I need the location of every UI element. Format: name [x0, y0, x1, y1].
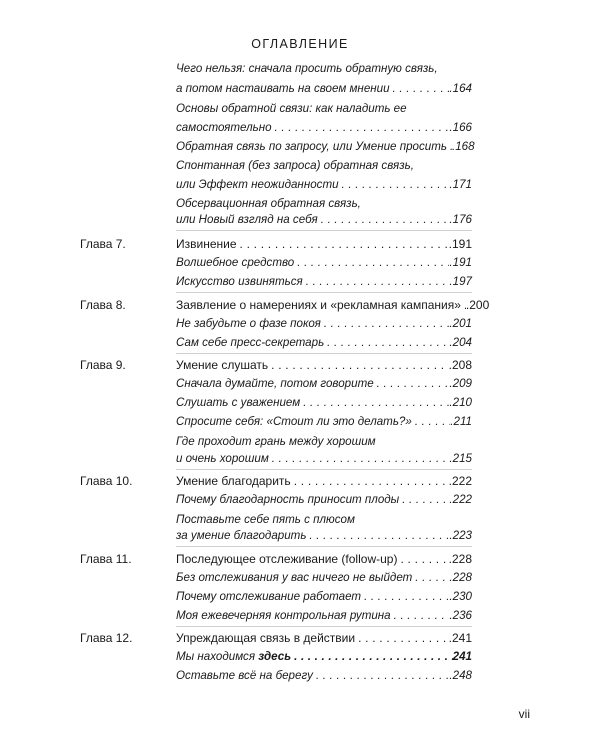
chapter-label: Глава 11. — [80, 552, 132, 566]
toc-entry-line: Основы обратной связи: как наладить ее — [176, 102, 407, 115]
page-number: .208 — [448, 358, 472, 372]
toc-entry[interactable]: Обратная связь по запросу, или Умение просить . . . .168 — [176, 139, 472, 155]
toc-entry[interactable]: Почему отслеживание работает . . . .230 — [176, 589, 472, 605]
toc-entry[interactable]: или Новый взгляд на себя . . . .176 — [176, 212, 472, 228]
leader-dots — [355, 630, 449, 646]
chapter-entry[interactable]: Упреждающая связь в действии . . . .241 — [176, 630, 472, 646]
toc-entry[interactable]: Спросите себя: «Стоит ли это делать?» . . . .211 — [176, 414, 472, 430]
leader-dots — [294, 255, 449, 271]
leader-dots — [269, 451, 450, 467]
leader-dots — [237, 236, 449, 252]
page-number: .215 — [449, 452, 472, 465]
divider — [176, 353, 472, 354]
chapter-entry[interactable]: Заявление о намерениях и «рекламная кампания» . . . .200 — [176, 297, 472, 313]
toc-entry[interactable]: Сначала думайте, потом говорите . . . .209 — [176, 376, 472, 392]
page-number: .171 — [449, 178, 472, 191]
leader-dots — [391, 608, 450, 624]
leader-dots — [291, 649, 453, 665]
toc-entry[interactable]: или Эффект неожиданности . . . .171 — [176, 177, 472, 193]
page-number: .211 — [450, 415, 472, 428]
divider — [176, 230, 472, 231]
leader-dots — [291, 473, 449, 489]
chapter-label: Глава 10. — [80, 474, 133, 488]
toc-entry[interactable]: Почему благодарность приносит плоды . . . .222 — [176, 492, 472, 508]
leader-dots — [268, 357, 449, 373]
page-number: .236 — [449, 609, 472, 622]
toc-entry[interactable]: Волшебное средство . . . .191 — [176, 255, 472, 271]
page-number: .241 — [448, 631, 472, 645]
chapter-entry[interactable]: Извинение . . . .191 — [176, 236, 472, 252]
page-number: .197 — [449, 275, 472, 288]
toc-entry[interactable]: самостоятельно . . . .166 — [176, 120, 472, 136]
leader-dots — [306, 528, 449, 544]
page-number: 241 — [452, 650, 472, 663]
page-header: ОГЛАВЛЕНИЕ — [251, 37, 349, 51]
leader-dots — [412, 414, 450, 430]
toc-entry-line: Спонтанная (без запроса) обратная связь, — [176, 159, 414, 172]
toc-entry-current[interactable]: Мы находимся здесь . . . 241 — [176, 649, 472, 665]
page-number: .222 — [448, 474, 472, 488]
page-number: .248 — [449, 669, 472, 682]
toc-entry-line: Чего нельзя: сначала просить обратную связь, — [176, 62, 438, 75]
leader-dots — [321, 316, 450, 332]
page-number: .176 — [449, 213, 472, 226]
page-number: .228 — [448, 552, 472, 566]
leader-dots — [339, 177, 450, 193]
page-number: .166 — [449, 121, 472, 134]
divider — [176, 292, 472, 293]
leader-dots — [361, 589, 449, 605]
divider — [176, 469, 472, 470]
toc-entry[interactable]: Слушать с уважением . . . .210 — [176, 395, 472, 411]
page-number: .164 — [449, 82, 472, 95]
leader-dots — [390, 81, 450, 97]
chapter-label: Глава 12. — [80, 631, 133, 645]
toc-entry[interactable]: Сам себе пресс-секретарь . . . .204 — [176, 335, 472, 351]
divider — [176, 626, 472, 627]
page-number: .168 — [451, 140, 475, 153]
page-number: .222 — [449, 493, 472, 506]
toc-entry[interactable]: а потом настаивать на своем мнении . . . .164 — [176, 81, 472, 97]
toc-entry[interactable]: и очень хорошим . . . .215 — [176, 451, 472, 467]
page-number: .191 — [448, 237, 472, 251]
toc-entry-line: Поставьте себе пять с плюсом — [176, 513, 355, 526]
leader-dots — [374, 376, 450, 392]
toc-entry[interactable]: Не забудьте о фазе покоя . . . .201 — [176, 316, 472, 332]
toc-entry[interactable]: Искусство извиняться . . . .197 — [176, 274, 472, 290]
leader-dots — [300, 395, 449, 411]
leader-dots — [313, 668, 449, 684]
page-number: .228 — [449, 571, 472, 584]
chapter-label: Глава 8. — [80, 298, 126, 312]
chapter-entry[interactable]: Умение слушать . . . .208 — [176, 357, 472, 373]
chapter-label: Глава 9. — [80, 358, 126, 372]
page-number: .201 — [449, 317, 472, 330]
leader-dots — [412, 570, 449, 586]
page-number: .223 — [449, 529, 472, 542]
chapter-entry[interactable]: Последующее отслеживание (follow-up) . . . .228 — [176, 551, 472, 567]
page-number: .230 — [449, 590, 472, 603]
page-folio: vii — [518, 707, 530, 721]
divider — [176, 546, 472, 547]
chapter-entry[interactable]: Умение благодарить . . . .222 — [176, 473, 472, 489]
leader-dots — [324, 335, 449, 351]
page-number: .191 — [449, 256, 472, 269]
toc-entry[interactable]: Оставьте всё на берегу . . . .248 — [176, 668, 472, 684]
toc-entry-line: Обсервационная обратная связь, — [176, 197, 361, 210]
page-number: .204 — [449, 336, 472, 349]
here-marker: здесь — [258, 650, 292, 663]
toc-entry[interactable]: Без отслеживания у вас ничего не выйдет . . . .228 — [176, 570, 472, 586]
leader-dots — [272, 120, 450, 136]
leader-dots — [318, 212, 450, 228]
leader-dots — [399, 492, 449, 508]
leader-dots — [397, 551, 448, 567]
page-number: .209 — [449, 377, 472, 390]
chapter-label: Глава 7. — [80, 237, 126, 251]
page-number: .210 — [449, 396, 472, 409]
page-number: .200 — [465, 298, 490, 312]
toc-entry[interactable]: Моя ежевечерняя контрольная рутина . . . .236 — [176, 608, 472, 624]
toc-entry[interactable]: за умение благодарить . . . .223 — [176, 528, 472, 544]
leader-dots — [303, 274, 450, 290]
toc-entry-line: Где проходит грань между хорошим — [176, 435, 376, 448]
